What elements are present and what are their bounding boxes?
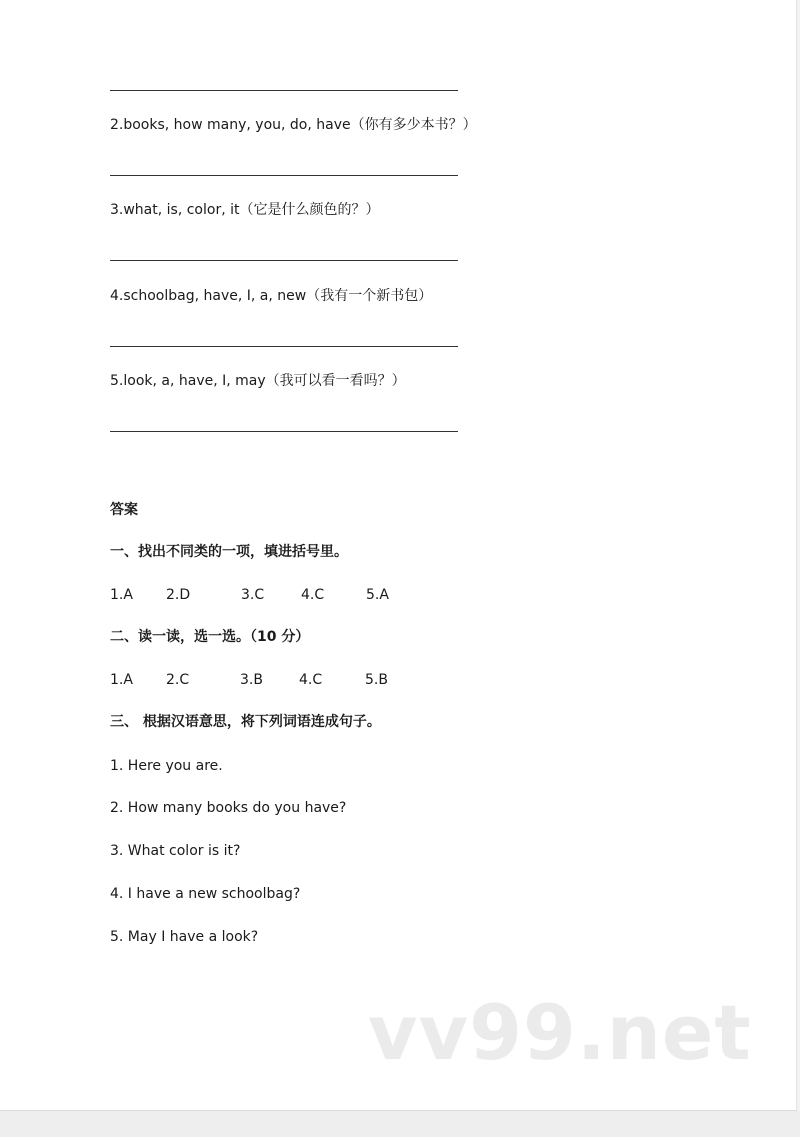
answer-blank-line-4 (110, 346, 458, 347)
sentence-answer-2: 2. How many books do you have? (110, 800, 347, 816)
section-2-title: 二、读一读，选一选。（10 分） (110, 629, 310, 645)
exercise-item-5: 5.look, a, have, I, may（我可以看一看吗？） (110, 373, 406, 389)
section-1-title: 一、找出不同类的一项，填进括号里。 (110, 544, 348, 560)
section-1-answer-2: 2.D (166, 587, 191, 603)
exercise-item-3: 3.what, is, color, it（它是什么颜色的？） (110, 202, 380, 218)
answer-blank-line-5 (110, 431, 458, 432)
answers-heading: 答案 (110, 502, 138, 518)
section-2-answer-2: 2.C (166, 672, 190, 688)
section-1-answer-5: 5.A (366, 587, 389, 603)
section-1-answer-4: 4.C (301, 587, 325, 603)
sentence-answer-1: 1. Here you are. (110, 758, 223, 774)
exercise-item-2: 2.books, how many, you, do, have（你有多少本书？） (110, 117, 477, 133)
section-2-answer-3: 3.B (240, 672, 263, 688)
page-gap-strip (0, 1111, 800, 1137)
section-2-answer-5: 5.B (365, 672, 388, 688)
exercise-item-4: 4.schoolbag, have, I, a, new（我有一个新书包） (110, 288, 433, 304)
section-2-answer-1: 1.A (110, 672, 133, 688)
section-1-answer-3: 3.C (241, 587, 265, 603)
answer-blank-line-2 (110, 175, 458, 176)
sentence-answer-5: 5. May I have a look? (110, 929, 259, 945)
sentence-answer-4: 4. I have a new schoolbag? (110, 886, 301, 902)
watermark: vv99.net (368, 988, 752, 1077)
answer-blank-line-3 (110, 260, 458, 261)
sentence-answer-3: 3. What color is it? (110, 843, 241, 859)
section-2-answer-4: 4.C (299, 672, 323, 688)
section-3-title: 三、 根据汉语意思，将下列词语连成句子。 (110, 714, 381, 730)
section-1-answer-1: 1.A (110, 587, 133, 603)
answer-blank-line-1 (110, 90, 458, 91)
